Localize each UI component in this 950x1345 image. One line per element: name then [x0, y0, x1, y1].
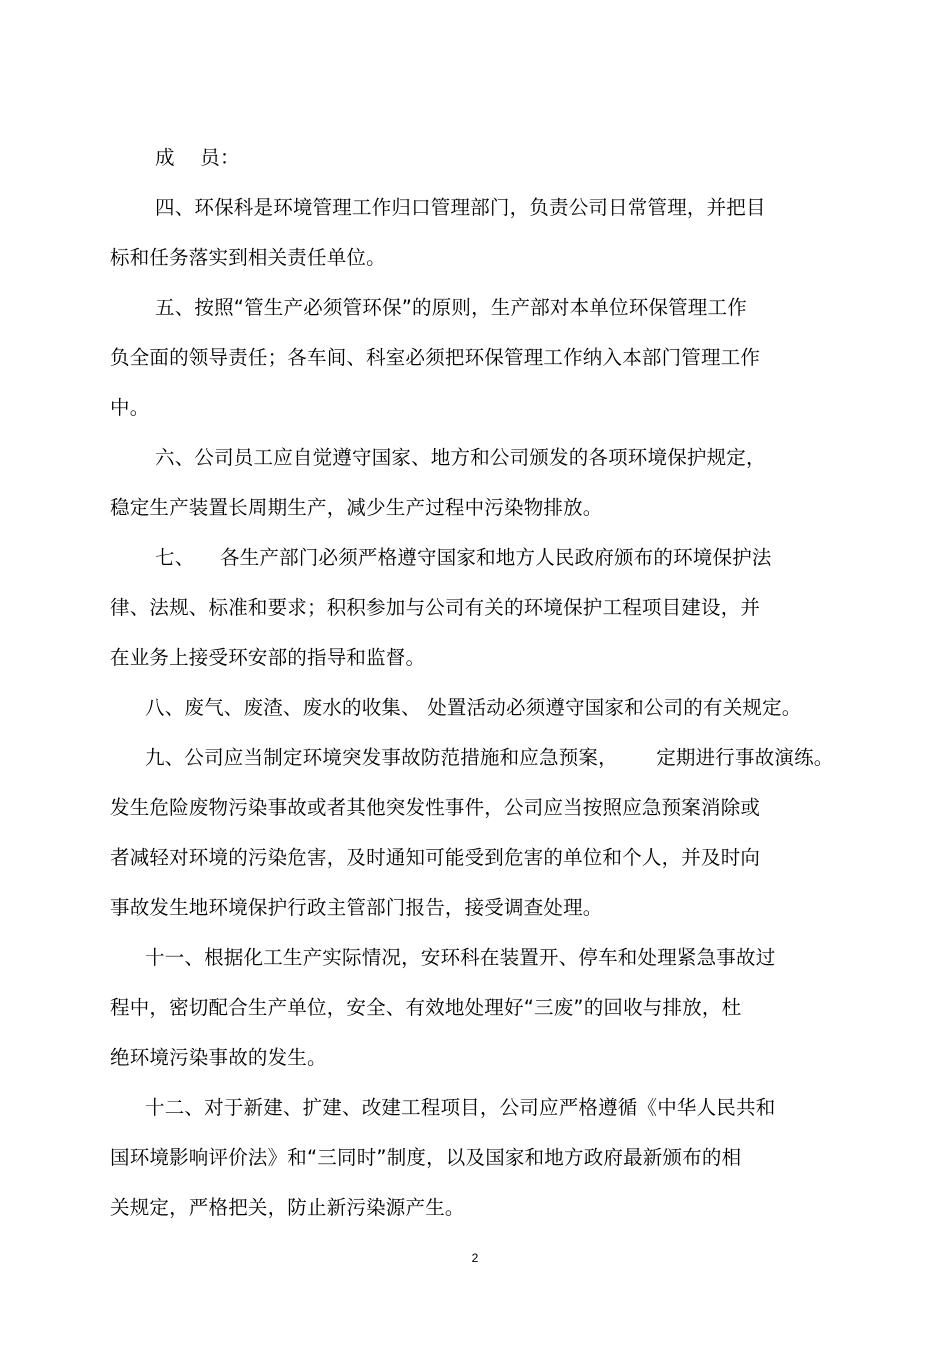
paragraph-7-line-1: 七、 各生产部门必须严格遵守国家和地方人民政府颁布的环境保护法 [155, 546, 772, 569]
paragraph-11-line-1: 十一、根据化工生产实际情况，安环科在装置开、停车和处理紧急事故过 [145, 946, 776, 969]
paragraph-9-line-1: 九、公司应当制定环境突发事故防范措施和应急预案， 定期进行事故演练。 [145, 746, 834, 769]
paragraph-7-line-3: 在业务上接受环安部的指导和监督。 [110, 646, 426, 669]
paragraph-11-line-2: 程中，密切配合生产单位，安全、有效地处理好“三废”的回收与排放，杜 [110, 996, 742, 1019]
paragraph-5-line-2: 负全面的领导责任；各车间、科室必须把环保管理工作纳入本部门管理工作 [110, 346, 761, 369]
paragraph-5-line-1: 五、按照“管生产必须管环保”的原则，生产部对本单位环保管理工作 [155, 296, 747, 319]
paragraph-12-line-3: 关规定，严格把关，防止新污染源产生。 [110, 1196, 465, 1219]
paragraph-9-line-3: 者减轻对环境的污染危害，及时通知可能受到危害的单位和个人，并及时向 [110, 846, 761, 869]
paragraph-4-line-2: 标和任务落实到相关责任单位。 [110, 246, 386, 269]
paragraph-8-line-1: 八、废气、废渣、废水的收集、 处置活动必须遵守国家和公司的有关规定。 [145, 696, 802, 719]
paragraph-9-line-2: 发生危险废物污染事故或者其他突发性事件，公司应当按照应急预案消除或 [110, 796, 761, 819]
paragraph-7-line-2: 律、法规、标准和要求；积积参加与公司有关的环境保护工程项目建设，并 [110, 596, 761, 619]
paragraph-12-line-1: 十二、对于新建、扩建、改建工程项目，公司应严格遵循《中华人民共和 [145, 1096, 776, 1119]
paragraph-11-line-3: 绝环境污染事故的发生。 [110, 1046, 327, 1069]
page-number: 2 [471, 1251, 479, 1265]
paragraph-12-line-2: 国环境影响评价法》和“三同时”制度，以及国家和地方政府最新颁布的相 [110, 1146, 742, 1169]
paragraph-6-line-1: 六、公司员工应自觉遵守国家、地方和公司颁发的各项环境保护规定， [155, 446, 766, 469]
paragraph-6-line-2: 稳定生产装置长周期生产，减少生产过程中污染物排放。 [110, 496, 603, 519]
paragraph-9-line-4: 事故发生地环境保护行政主管部门报告，接受调查处理。 [110, 896, 603, 919]
paragraph-5-line-3: 中。 [110, 396, 150, 419]
members-line: 成 员： [155, 146, 240, 169]
paragraph-4-line-1: 四、环保科是环境管理工作归口管理部门，负责公司日常管理，并把目 [155, 196, 766, 219]
